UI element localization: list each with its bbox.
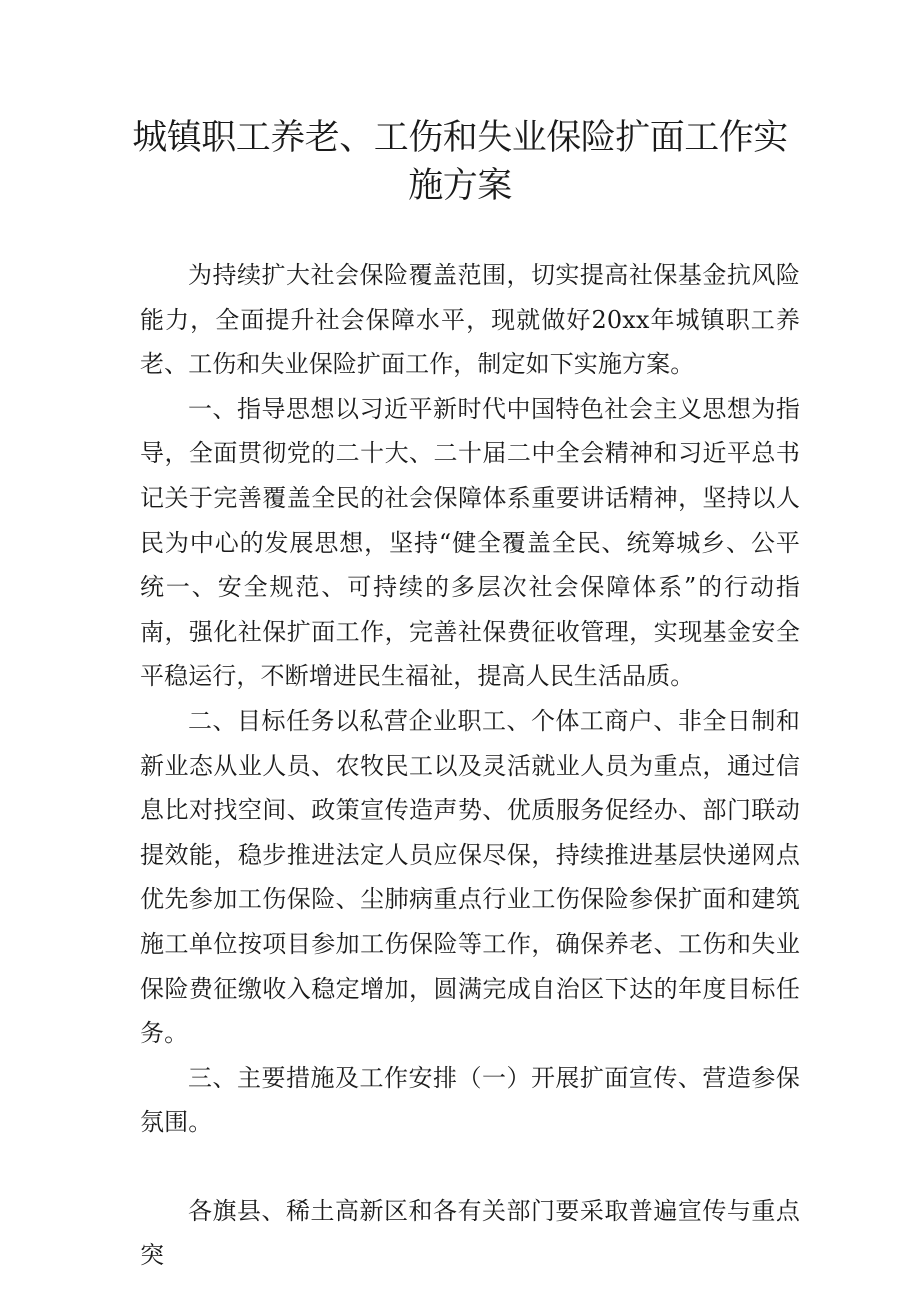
document-title-line-2: 施方案	[408, 166, 512, 206]
paragraph-publicity: 各旗县、稀土高新区和各有关部门要采取普遍宣传与重点突	[140, 1196, 800, 1270]
paragraph-guiding-ideology: 一、指导思想以习近平新时代中国特色社会主义思想为指导，全面贯彻党的二十大、二十届二中全会精神和习近平总书记关于完善覆盖全民的社会保障体系重要讲话精神，坚持以人民为中心的发展思想，坚持“健全覆盖全民、统筹城乡、公平统一、安全规范、可持续的多层次社会保障体系”的行动指南，强化社保扩面工作，完善社保费征收管理，实现基金安全平稳运行，不断增进民生福祉，提高人民生活品质。	[140, 394, 800, 691]
document-title-line-1: 城镇职工养老、工伤和失业保险扩面工作实	[132, 118, 788, 158]
paragraph-intro: 为持续扩大社会保险覆盖范围，切实提高社保基金抗风险能力，全面提升社会保障水平，现就做好20xx年城镇职工养老、工伤和失业保险扩面工作，制定如下实施方案。	[140, 261, 800, 379]
document-body	[140, 253, 800, 1278]
paragraph-targets: 二、目标任务以私营企业职工、个体工商户、非全日制和新业态从业人员、农牧民工以及灵活就业人员为重点，通过信息比对找空间、政策宣传造声势、优质服务促经办、部门联动提效能，稳步推进法定人员应保尽保，持续推进基层快递网点优先参加工伤保险、尘肺病重点行业工伤保险参保扩面和建筑施工单位按项目参加工伤保险等工作，确保养老、工伤和失业保险费征缴收入稳定增加，圆满完成自治区下达的年度目标任务。	[140, 706, 800, 1048]
paragraph-main-measures: 三、主要措施及工作安排（一）开展扩面宣传、营造参保氛围。	[140, 1063, 800, 1137]
